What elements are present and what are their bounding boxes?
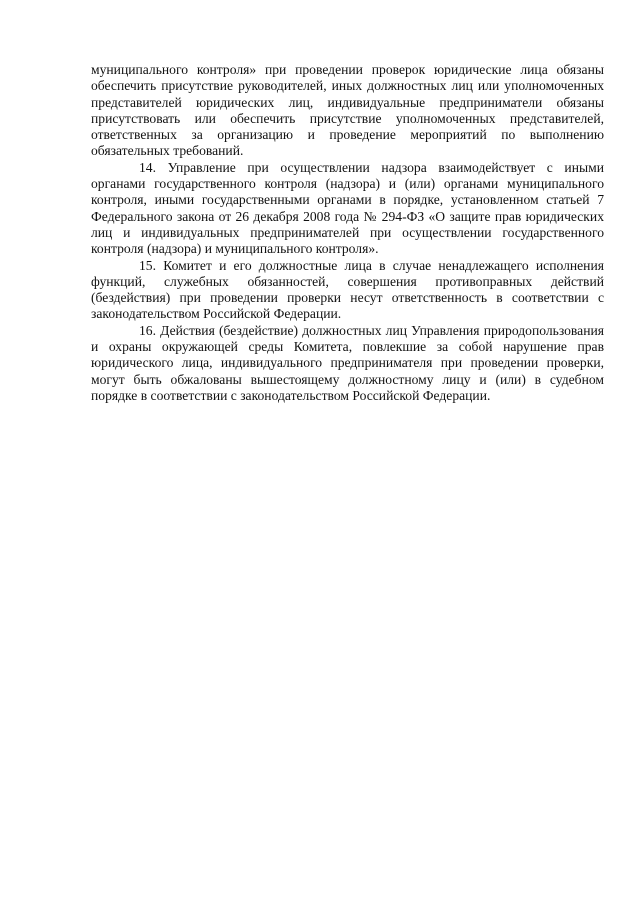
- paragraph-continuation: [91, 62, 604, 160]
- paragraph-text: Комитет и его должностные лица в случае ненадлежащего исполнения функций, служебных обязанностей, совершения противоправных действий (бездействия) при проведении проверки несут ответственность в соответствии с законодательством Российской Федерации.: [91, 257, 604, 322]
- paragraph-text: муниципального контроля» при проведении проверок юридические лица обязаны обеспечить присутствие руководителей, иных должностных лиц или уполномоченных представителей юридических лиц, индивидуальные предприниматели обязаны присутствовать или обеспечить присутствие уполномоченных представителей, ответственных за организацию и проведение мероприятий по выполнению обязательных требований.: [91, 62, 604, 159]
- document-body: [91, 62, 604, 404]
- paragraph-15: [91, 258, 604, 323]
- paragraph-14: [91, 160, 604, 258]
- paragraph-text: Управление при осуществлении надзора взаимодействует с иными органами государственного контроля (надзора) и (или) органами муниципального контроля, иными государственными органами в порядке, установленном статьей 7 Федерального закона от 26 декабря 2008 года № 294-ФЗ «О защите прав юридических лиц и индивидуальных предпринимателей при осуществлении государственного контроля (надзора) и муниципального контроля».: [91, 159, 604, 257]
- paragraph-number: 14.: [139, 159, 156, 175]
- paragraph-number: 16.: [139, 322, 156, 338]
- paragraph-16: [91, 323, 604, 404]
- paragraph-number: 15.: [139, 257, 156, 273]
- paragraph-text: Действия (бездействие) должностных лиц Управления природопользования и охраны окружающей среды Комитета, повлекшие за собой нарушение прав юридического лица, индивидуального предпринимателя при проведении проверки, могут быть обжалованы вышестоящему должностному лицу и (или) в судебном порядке в соответствии с законодательством Российской Федерации.: [91, 322, 604, 403]
